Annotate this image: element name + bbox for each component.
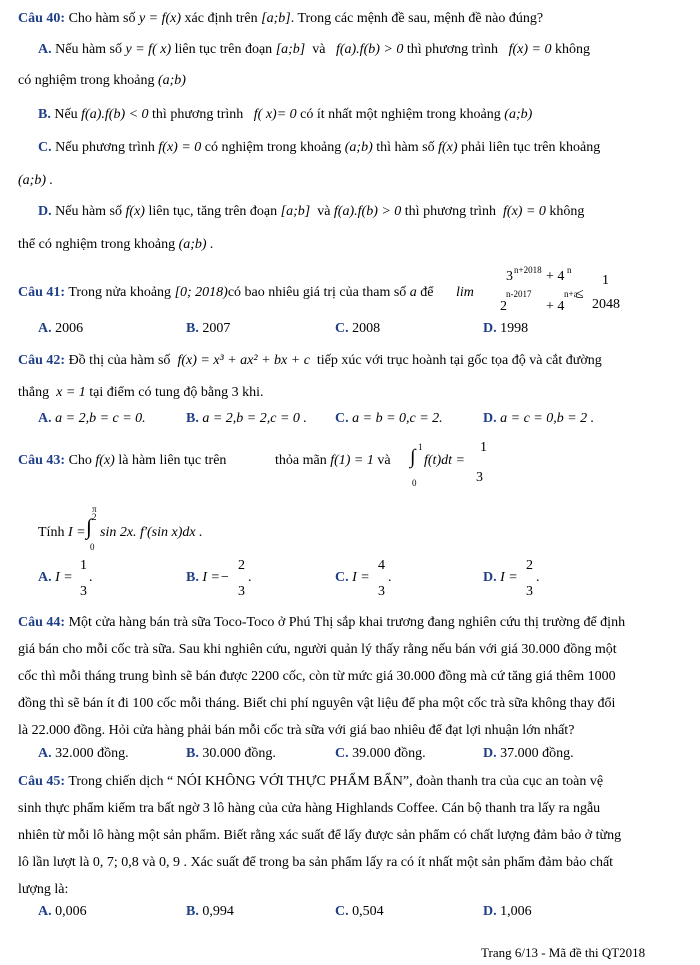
q45-option-b-text: 0,994 [202,904,234,919]
q42-text: tiếp xúc với trục hoành tại gốc tọa độ và cắt đường [316,353,602,368]
q40-d-math: f(x) = 0 [503,204,546,219]
q40-a-text: liên tục trên đoạn [174,42,273,57]
q44-line1 [18,614,625,632]
q40-option-c[interactable] [38,139,600,157]
q43-option-d[interactable] [483,569,518,587]
q40-option-d-cont [18,236,214,254]
q42-option-b-text: a = 2,b = 2,c = 0 . [202,411,307,426]
q41-text: để [420,285,434,300]
q43-text: thỏa mãn [275,453,327,468]
q45-option-d-label: D. [483,904,497,919]
q43-int2-lower: 0 [90,542,95,552]
q44-option-b[interactable] [186,745,276,763]
q40-c-text: Nếu phương trình [55,140,155,155]
q40-c-math: (a;b) . [18,173,53,188]
q45-option-c[interactable] [335,903,384,921]
q40-option-a-cont [18,72,186,90]
q41-option-c-text: 2008 [352,321,381,336]
q40-b-text: có ít nhất một nghiệm trong khoảng [300,107,501,122]
q43-text: là hàm liên tục trên [118,453,227,468]
q41-den-exp2: n+a [564,289,578,299]
q41-var: a [409,285,417,300]
q42-option-c[interactable] [335,410,443,428]
q40-a-math: (a;b) [157,73,186,88]
q40-a-math: [a;b] [275,42,306,57]
q44-option-c[interactable] [335,745,426,763]
q44-number: Câu 44: [18,615,66,630]
q44-option-d[interactable] [483,745,574,763]
q41-rhs-den: 2048 [592,297,620,312]
q41-option-c[interactable] [335,320,380,338]
q42-text: Đồ thị của hàm số [68,353,171,368]
q40-d-math: [a;b] [280,204,311,219]
q44-option-a-label: A. [38,746,52,761]
page-footer: Trang 6/13 - Mã đề thi QT2018 [481,945,646,960]
q41-option-d-text: 1998 [500,321,529,336]
q41-option-d[interactable] [483,320,528,338]
q43-integrand: f(t)dt = [424,453,465,468]
q40-a-math: y = f( x) [125,42,172,57]
q41-num-exp: n+2018 [514,265,542,275]
q43-int-lower: 0 [412,478,417,488]
q40-d-text: không [549,204,585,219]
q40-stem-text2: xác định trên [184,11,258,26]
q43-cond: f(1) = 1 [330,453,374,468]
q43-integral2-icon: ∫ [86,514,93,539]
q40-func: y = f(x) [138,11,182,26]
q43-option-c-pre: I = [352,570,370,585]
q43-option-b-num: 2 [238,558,245,573]
q43-text: Tính [38,525,65,540]
q44-option-d-text: 37.000 đồng. [500,746,574,761]
q43-integrand2: sin 2x. f′(sin x)dx . [100,525,203,540]
q41-option-d-label: D. [483,321,497,336]
q41-option-b-label: B. [186,321,199,336]
q40-interval: [a;b] [261,11,291,26]
q43-option-b[interactable] [186,569,229,587]
q43-option-b-post: . [248,570,252,585]
q43-option-d-num: 2 [526,558,533,573]
q40-option-c-label: C. [38,140,52,155]
q41-option-b[interactable] [186,320,230,338]
q42-option-b-label: B. [186,411,199,426]
q43-i-expr: I = [67,525,86,540]
q41-option-c-label: C. [335,321,349,336]
q45-line4: lô lần lượt là 0, 7; 0,8 và 0, 9 . Xác suất để trong ba sản phẩm lấy ra có ít nhất một sản phẩm đảm bảo chất [18,855,614,870]
q43-option-a-pre: I = [55,570,73,585]
q42-option-a-label: A. [38,411,52,426]
q44-text: Một cửa hàng bán trà sữa Toco-Toco ở Phú Thị sắp khai trương đang nghiên cứu thị trường để định [68,615,626,630]
q45-line3: nhiên từ mỗi lô hàng một sản phẩm. Biết rằng xác suất để lấy được sản phẩm có chất lượng đảm bảo ở từng [18,828,622,843]
q45-line5: lượng là: [18,882,69,897]
q45-line2: sinh thực phẩm kiểm tra bất ngờ 3 lô hàng của cửa hàng Highlands Coffee. Cán bộ thanh tra lấy ra ngẫu [18,801,601,816]
q43-option-c-label: C. [335,570,349,585]
q41-option-a-label: A. [38,321,52,336]
q45-option-d[interactable] [483,903,532,921]
q43-option-b-pre: I =− [202,570,230,585]
q43-option-d-den: 3 [526,584,533,599]
q42-option-b[interactable] [186,410,307,428]
q40-a-text: thì phương trình [406,42,499,57]
q40-a-math: f(x) = 0 [508,42,552,57]
q40-b-text: thì phương trình [152,107,244,122]
q41-num-base: 3 [506,269,513,284]
q42-option-c-label: C. [335,411,349,426]
q43-int2-upper-den: 2 [92,512,97,522]
q43-option-d-post: . [536,570,540,585]
q43-int-upper: 1 [418,442,423,452]
q42-text: thẳng [18,385,50,400]
q40-c-text: thì hàm số [376,140,435,155]
q41-rhs-num: 1 [602,273,609,288]
q40-d-text: Nếu hàm số [55,204,123,219]
q43-option-d-label: D. [483,570,497,585]
q44-option-c-text: 39.000 đồng. [352,746,426,761]
q45-text: Trong chiến dịch “ NÓI KHÔNG VỚI THỰC PHẨM BẨN”, đoàn thanh tra của cục an toàn vệ [68,774,604,789]
q40-b-math: (a;b) [504,107,533,122]
q41-den-base: 2 [500,299,507,314]
q45-option-a-label: A. [38,904,52,919]
q40-b-math: f(a).f(b) < 0 [81,107,149,122]
q40-option-c-cont [18,172,53,190]
q43-rhs-num: 1 [480,440,487,455]
q45-option-c-text: 0,504 [352,904,384,919]
q40-c-math: (a;b) [344,140,373,155]
q40-c-math: f(x) = 0 [158,140,202,155]
q42-number: Câu 42: [18,353,66,368]
q41-num-plus: + 4 [546,269,565,284]
q42-option-d[interactable] [483,410,594,428]
q40-d-math: f(x) [125,204,145,219]
q44-option-a[interactable] [38,745,129,763]
q42-stem [18,352,602,370]
q43-option-c-den: 3 [378,584,385,599]
q44-line4: đồng thì sẽ bán ít đi 100 cốc mỗi tháng. Biết chi phí nguyên vật liệu để pha một cốc trà sữa không thay đổi [18,696,616,711]
q41-option-a-text: 2006 [55,321,84,336]
q40-d-math: (a;b) . [178,237,214,252]
q40-d-text: liên tục, tăng trên đoạn [148,204,278,219]
q43-option-c-post: . [388,570,392,585]
q43-option-d-pre: I = [500,570,518,585]
q44-option-c-label: C. [335,746,349,761]
q42-func: f(x) = x³ + ax² + bx + c [177,353,310,368]
q43-int2-upper-num: π [92,504,97,514]
q44-line3: cốc thì mỗi tháng trung bình sẽ bán được 2200 cốc, còn từ mức giá 30.000 đồng mà cứ tăng giá thêm 1000 [18,669,616,684]
q43-stem [18,452,226,470]
q43-integral-icon: ∫ [410,446,416,468]
q43-option-a-label: A. [38,570,52,585]
q44-option-b-label: B. [186,746,199,761]
q41-text: Trong nửa khoảng [68,285,172,300]
q40-stem-text: Cho hàm số [68,11,136,26]
q43-text: và [377,453,391,468]
q41-le: ≤ [576,287,584,302]
q40-b-math: f( x)= 0 [253,107,297,122]
q42-option-d-label: D. [483,411,497,426]
q43-number: Câu 43: [18,453,66,468]
q42-option-a-text: a = 2,b = c = 0. [55,411,146,426]
q40-option-a[interactable] [38,41,590,59]
q45-option-a-text: 0,006 [55,904,87,919]
q40-a-text: và [312,42,326,57]
q43-option-b-den: 3 [238,584,245,599]
q43-option-a[interactable] [38,569,73,587]
q44-line5: là 22.000 đồng. Hỏi cửa hàng phải bán mỗi cốc trà sữa với giá bao nhiêu để đạt lợi nhuận lớn nhất? [18,723,575,738]
q43-option-c-num: 4 [378,558,385,573]
q45-number: Câu 45: [18,774,66,789]
q45-option-b-label: B. [186,904,199,919]
q41-text: có bao nhiêu giá trị của tham số [227,285,407,300]
q45-option-a[interactable] [38,903,87,921]
q40-a-text: có nghiệm trong khoảng [18,73,155,88]
q44-line2: giá bán cho mỗi cốc trà sữa. Sau khi nghiên cứu, người quản lý thấy rằng nếu bán với giá 30.000 đồng một [18,642,617,657]
q40-a-text: không [554,42,590,57]
q40-option-d-label: D. [38,204,52,219]
q43-text: Cho [68,453,92,468]
q40-d-text: và [317,204,331,219]
q42-eq: x = 1 [56,385,86,400]
q40-option-b[interactable] [38,106,532,124]
q43-option-b-label: B. [186,570,199,585]
q40-d-text: thì phương trình [404,204,497,219]
q41-option-b-text: 2007 [202,321,231,336]
q40-a-math: f(a).f(b) > 0 [335,42,404,57]
q43-stem-2 [275,452,391,470]
q40-stem [18,10,543,28]
q45-option-b[interactable] [186,903,234,921]
q43-option-a-post: . [89,570,93,585]
q42-text: tại điểm có tung độ bằng 3 khi. [89,385,264,400]
q43-option-a-num: 1 [80,558,87,573]
q43-tinh [38,524,86,542]
q45-option-c-label: C. [335,904,349,919]
q40-stem-text3: . Trong các mệnh đề sau, mệnh đề nào đúng? [290,11,544,26]
q43-rhs-den: 3 [476,470,483,485]
q40-d-math: f(a).f(b) > 0 [333,204,402,219]
q40-number: Câu 40: [18,11,66,26]
q45-line1 [18,773,603,791]
q45-option-d-text: 1,006 [500,904,532,919]
q42-option-d-text: a = c = 0,b = 2 . [500,411,595,426]
q41-num-exp2: n [567,265,572,275]
q40-option-a-label: A. [38,42,52,57]
q43-option-c[interactable] [335,569,370,587]
q44-option-a-text: 32.000 đồng. [55,746,129,761]
q40-c-math: f(x) [438,140,458,155]
q41-numerator [506,268,513,286]
q41-interval: [0; 2018) [174,285,228,300]
q41-option-a[interactable] [38,320,83,338]
q41-lim: lim [456,285,474,300]
q43-option-a-den: 3 [80,584,87,599]
q43-func: f(x) [95,453,115,468]
q40-c-text: phải liên tục trên khoảng [461,140,601,155]
q40-c-text: có nghiệm trong khoảng [204,140,342,155]
q41-den-plus: + 4 [546,299,565,314]
q40-option-b-label: B. [38,107,51,122]
q40-b-text: Nếu [54,107,78,122]
q41-den-exp: n-2017 [506,289,532,299]
q40-option-d[interactable] [38,203,584,221]
q40-d-text: thể có nghiệm trong khoảng [18,237,176,252]
q40-a-text: Nếu hàm số [55,42,123,57]
q41-stem [18,284,434,302]
q44-option-d-label: D. [483,746,497,761]
q42-option-a[interactable] [38,410,146,428]
q42-stem-cont [18,384,263,402]
q44-option-b-text: 30.000 đồng. [202,746,276,761]
q42-option-c-text: a = b = 0,c = 2. [352,411,443,426]
q41-number: Câu 41: [18,285,66,300]
